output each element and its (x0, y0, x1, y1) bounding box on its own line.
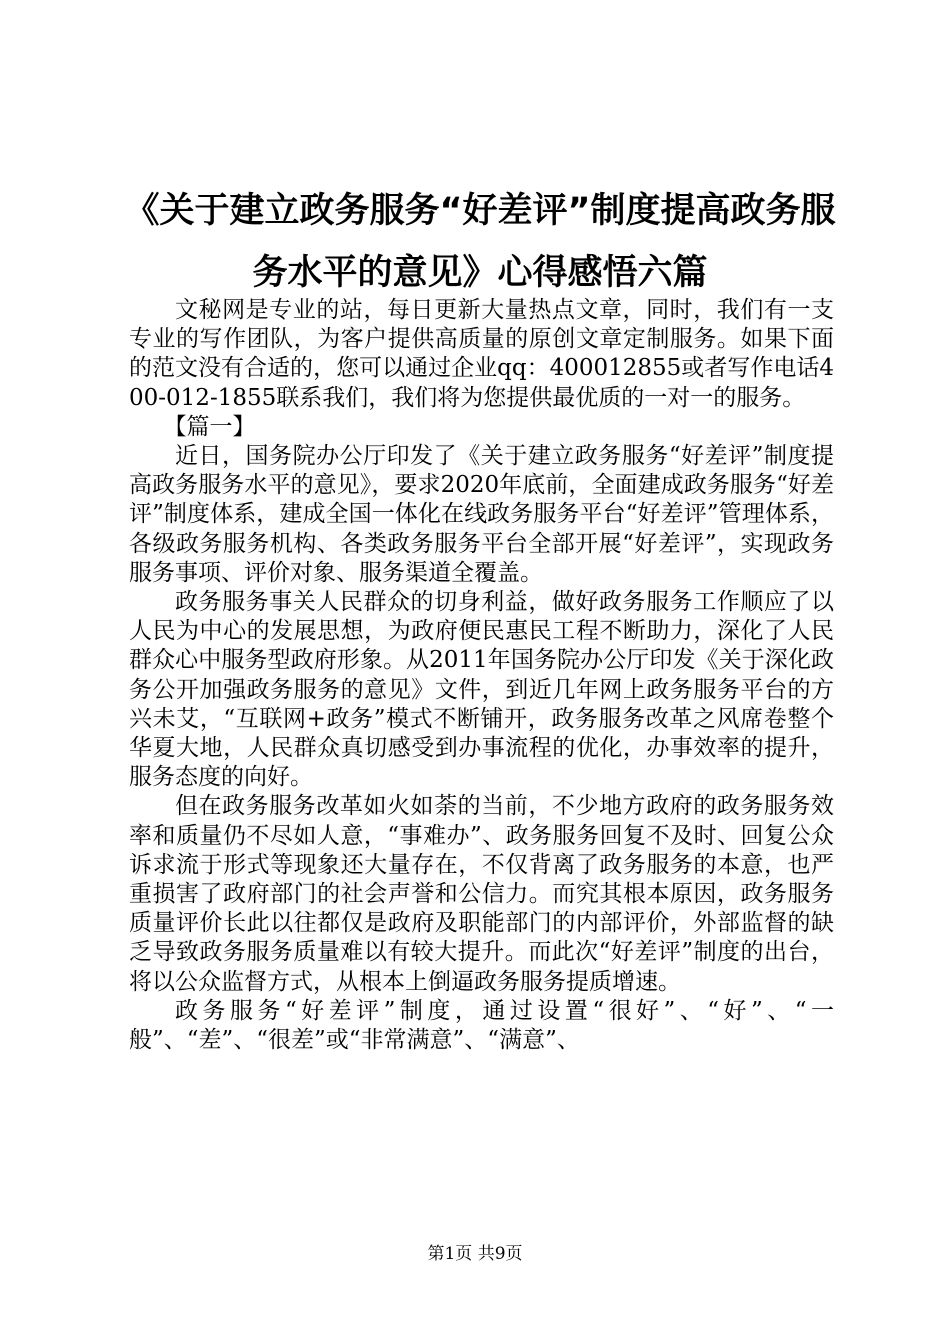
body-paragraph: 政务服务事关人民群众的切身利益，做好政务服务工作顺应了以人民为中心的发展思想，为政府便民惠民工程不断助力，深化了人民群众心中服务型政府形象。从2011年国务院办公厅印发《关于深化政务公开加强政务服务的意见》文件，到近几年网上政务服务平台的方兴未艾，“互联网+政务”模式不断铺开，政务服务改革之风席卷整个华夏大地，人民群众真切感受到办事流程的优化，办事效率的提升，服务态度的向好。 (129, 589, 834, 791)
document-body (129, 296, 834, 1055)
section-heading: 【篇一】 (163, 413, 256, 440)
document-title: 《关于建立政务服务“好差评”制度提高政务服务水平的意见》心得感悟六篇 (124, 191, 836, 293)
body-paragraph: 但在政务服务改革如火如荼的当前，不少地方政府的政务服务效率和质量仍不尽如人意，“事难办”、政务服务回复不及时、回复公众诉求流于形式等现象还大量存在，不仅背离了政务服务的本意，也严重损害了政府部门的社会声誉和公信力。而究其根本原因，政务服务质量评价长此以往都仅是政府及职能部门的内部评价，外部监督的缺乏导致政务服务质量难以有较大提升。而此次“好差评”制度的出台，将以公众监督方式，从根本上倒逼政务服务提质增速。 (129, 793, 834, 995)
page-indicator: 第1页 共9页 (427, 1244, 523, 1264)
body-paragraph: 政务服务“好差评”制度，通过设置“很好”、“好”、“一般”、“差”、“很差”或“非常满意”、“满意”、 (129, 997, 834, 1054)
page-footer (0, 1242, 950, 1266)
intro-paragraph: 文秘网是专业的站，每日更新大量热点文章，同时，我们有一支专业的写作团队，为客户提供高质量的原创文章定制服务。如果下面的范文没有合适的，您可以通过企业qq：400012855或者写作电话400-012-1855联系我们，我们将为您提供最优质的一对一的服务。 (129, 297, 834, 411)
body-paragraph: 近日，国务院办公厅印发了《关于建立政务服务“好差评”制度提高政务服务水平的意见》，要求2020年底前，全面建成政务服务“好差评”制度体系，建成全国一体化在线政务服务平台“好差评”管理体系，各级政务服务机构、各类政务服务平台全部开展“好差评”，实现政务服务事项、评价对象、服务渠道全覆盖。 (129, 443, 834, 586)
